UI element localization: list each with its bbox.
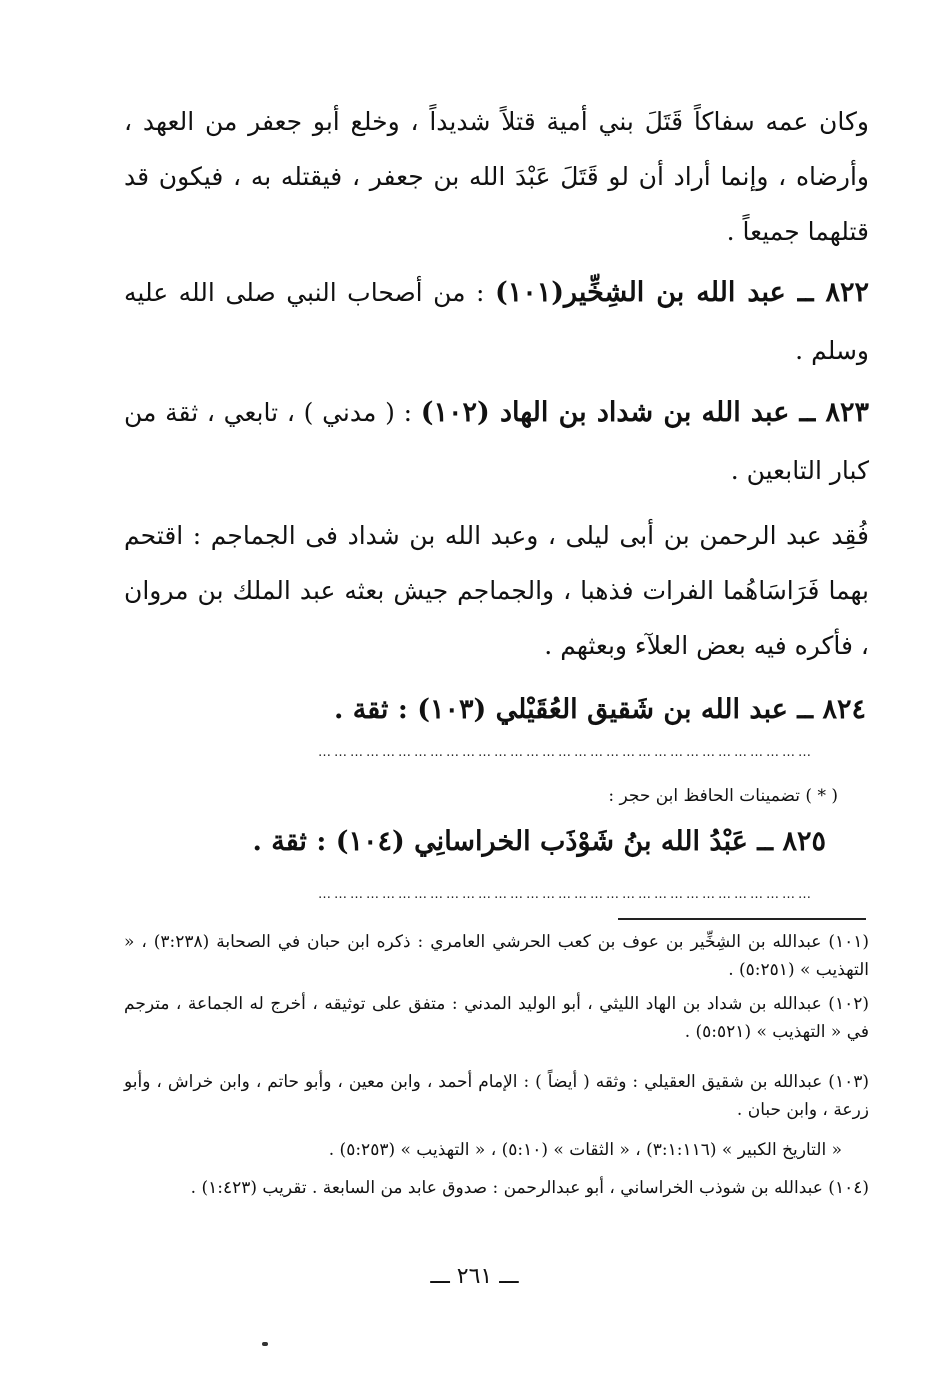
- entry-824: ٨٢٤ ــ عبد الله بن شَقيق العُقَيْلي (١٠٣) : ثقة .: [333, 694, 866, 725]
- paragraph-jamajim: فُقِد عبد الرحمن بن أبى ليلى ، وعبد الله بن شداد فى الجماجم : اقتحم بهما فَرَاسَاهُما الفرات فذهبا ، والجماجم جيش بعثه عبد الملك بن مروان ، فأكره فيه بعض العلآء وبعثهم .: [124, 521, 869, 660]
- footnote-102: (١٠٢) عبدالله بن شداد بن الهاد الليثي ، أبو الوليد المدني : متفق على توثيقه ، أخرج له الجماعة ، مترجم في « التهذيب » (٥:٥٢١) .: [124, 994, 869, 1042]
- footnote-103: (١٠٣) عبدالله بن شقيق العقيلي : وثقه ( أيضاً ) : الإمام أحمد ، وابن معين ، وأبو حاتم ، وابن خراش ، وأبو زرعة ، وابن حبان .: [124, 1072, 869, 1120]
- entry-823-heading: ٨٢٣ ــ عبد الله بن شداد بن الهاد (١٠٢): [420, 397, 869, 428]
- footnote-101: (١٠١) عبدالله بن الشِخِّير بن عوف بن كعب الحرشي العامري : ذكره ابن حبان في الصحابة (٣:٢٣٨) ، « التهذيب » (٥:٢٥١) .: [124, 932, 870, 980]
- entry-822-heading: ٨٢٢ ــ عبد الله بن الشِخِّير(١٠١): [494, 277, 869, 308]
- footnote-rule: [618, 918, 866, 920]
- entry-823: [124, 384, 869, 500]
- entry-822-text: : من أصحاب النبي صلى الله عليه وسلم .: [124, 278, 869, 365]
- dotted-separator-2: …………………………………………………………………………………: [318, 890, 814, 900]
- paragraph-intro: وكان عمه سفاكاً قَتَلَ بني أمية قتلاً شديداً ، وخلع أبو جعفر من العهد ، وأرضاه ، وإنما أراد أن لو قَتَلَ عَبْدَ الله بن جعفر ، فيقتله به ، فيكون قد قتلهما جميعاً .: [124, 107, 869, 246]
- footnote-103-sources: « التاريخ الكبير » (٣:١:١١٦) ، « الثقات » (٥:١٠) ، « التهذيب » (٥:٢٥٣) .: [328, 1140, 842, 1160]
- ink-speck: [262, 1342, 268, 1346]
- entry-823-text: : ( مدني ) ، تابعي ، ثقة من كبار التابعين .: [124, 398, 869, 485]
- page-number: ـــ ٢٦١ ـــ: [430, 1264, 519, 1289]
- entry-825: ٨٢٥ ــ عَبْدُ الله بنُ شَوْذَب الخراسانِي (١٠٤) : ثقة .: [252, 826, 826, 857]
- editor-note: ( * ) تضمينات الحافظ ابن حجر :: [608, 786, 838, 806]
- entry-822: [124, 264, 869, 380]
- dotted-separator-1: …………………………………………………………………………………: [318, 748, 814, 758]
- footnote-104: (١٠٤) عبدالله بن شوذب الخراساني ، أبو عبدالرحمن : صدوق عابد من السابعة . تقريب (١:٤٢٣) .: [190, 1178, 869, 1198]
